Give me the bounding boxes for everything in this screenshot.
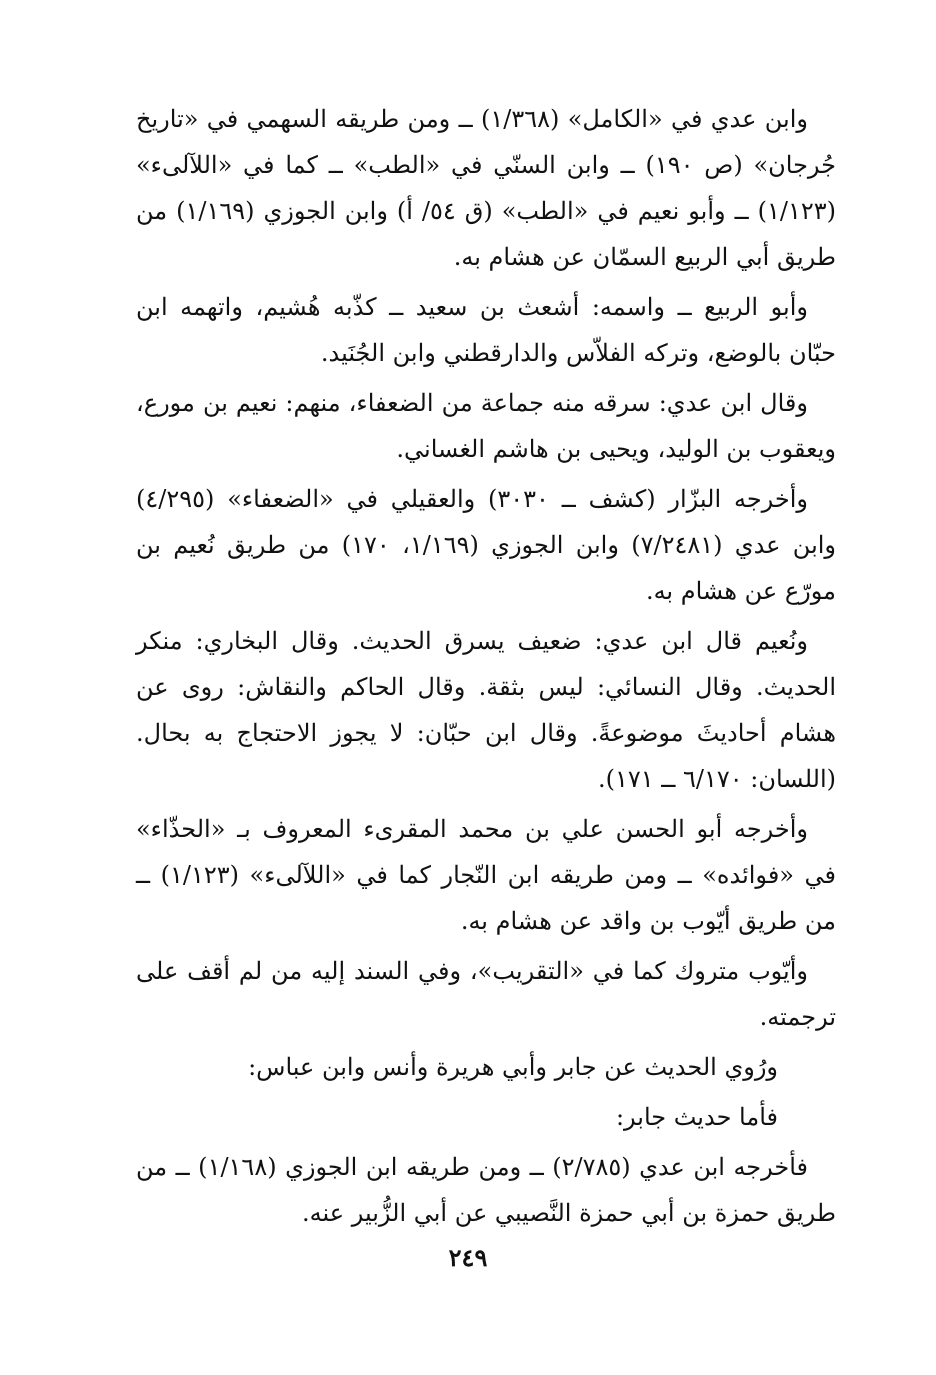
body-text bbox=[136, 96, 836, 1240]
paragraph: فأما حديث جابر: bbox=[615, 1103, 778, 1131]
paragraph: فأخرجه ابن عدي (٢/٧٨٥) ــ ومن طريقه ابن الجوزي (١/١٦٨) ــ من طريق حمزة بن أبي حمزة النَّصيبي عن أبي الزُّبير عنه. bbox=[136, 1153, 836, 1227]
page-number: ٢٤٩ bbox=[448, 1243, 488, 1272]
paragraph: وأيّوب متروك كما في «التقريب»، وفي السند إليه من لم أقف على ترجمته. bbox=[136, 957, 836, 1031]
paragraph: وأبو الربيع ــ واسمه: أشعث بن سعيد ــ كذّبه هُشيم، واتهمه ابن حبّان بالوضع، وتركه الفلاّس والدارقطني وابن الجُنَيد. bbox=[136, 293, 836, 367]
paragraph: وأخرجه البزّار (كشف ــ ٣٠٣٠) والعقيلي في «الضعفاء» (٤/٢٩٥) وابن عدي (٧/٢٤٨١) وابن الجوزي (١/١٦٩، ١٧٠) من طريق نُعيم بن مورّع عن هشام به. bbox=[136, 485, 837, 605]
paragraph: وأخرجه أبو الحسن علي بن محمد المقرىء المعروف بـ «الحذّاء» في «فوائده» ــ ومن طريقه ابن النّجار كما في «اللآلىء» (١/١٢٣) ــ من طريق أيّوب بن واقد عن هشام به. bbox=[136, 815, 836, 935]
paragraph: ونُعيم قال ابن عدي: ضعيف يسرق الحديث. وقال البخاري: منكر الحديث. وقال النسائي: ليس بثقة. وقال الحاكم والنقاش: روى عن هشام أحاديثَ موضوعةً. وقال ابن حبّان: لا يجوز الاحتجاج به بحال. (اللسان: ٦/١٧٠ ــ ١٧١). bbox=[136, 627, 836, 793]
paragraph: وابن عدي في «الكامل» (١/٣٦٨) ــ ومن طريقه السهمي في «تاريخ جُرجان» (ص ١٩٠) ــ وابن السنّي في «الطب» ــ كما في «اللآلىء» (١/١٢٣) ــ وأبو نعيم في «الطب» (ق ٥٤/ أ) وابن الجوزي (١/١٦٩) من طريق أبي الربيع السمّان عن هشام به. bbox=[136, 105, 837, 271]
paragraph: وقال ابن عدي: سرقه منه جماعة من الضعفاء، منهم: نعيم بن مورع، ويعقوب بن الوليد، ويحيى بن هاشم الغساني. bbox=[136, 389, 836, 463]
paragraph: ورُوي الحديث عن جابر وأبي هريرة وأنس وابن عباس: bbox=[248, 1053, 778, 1081]
